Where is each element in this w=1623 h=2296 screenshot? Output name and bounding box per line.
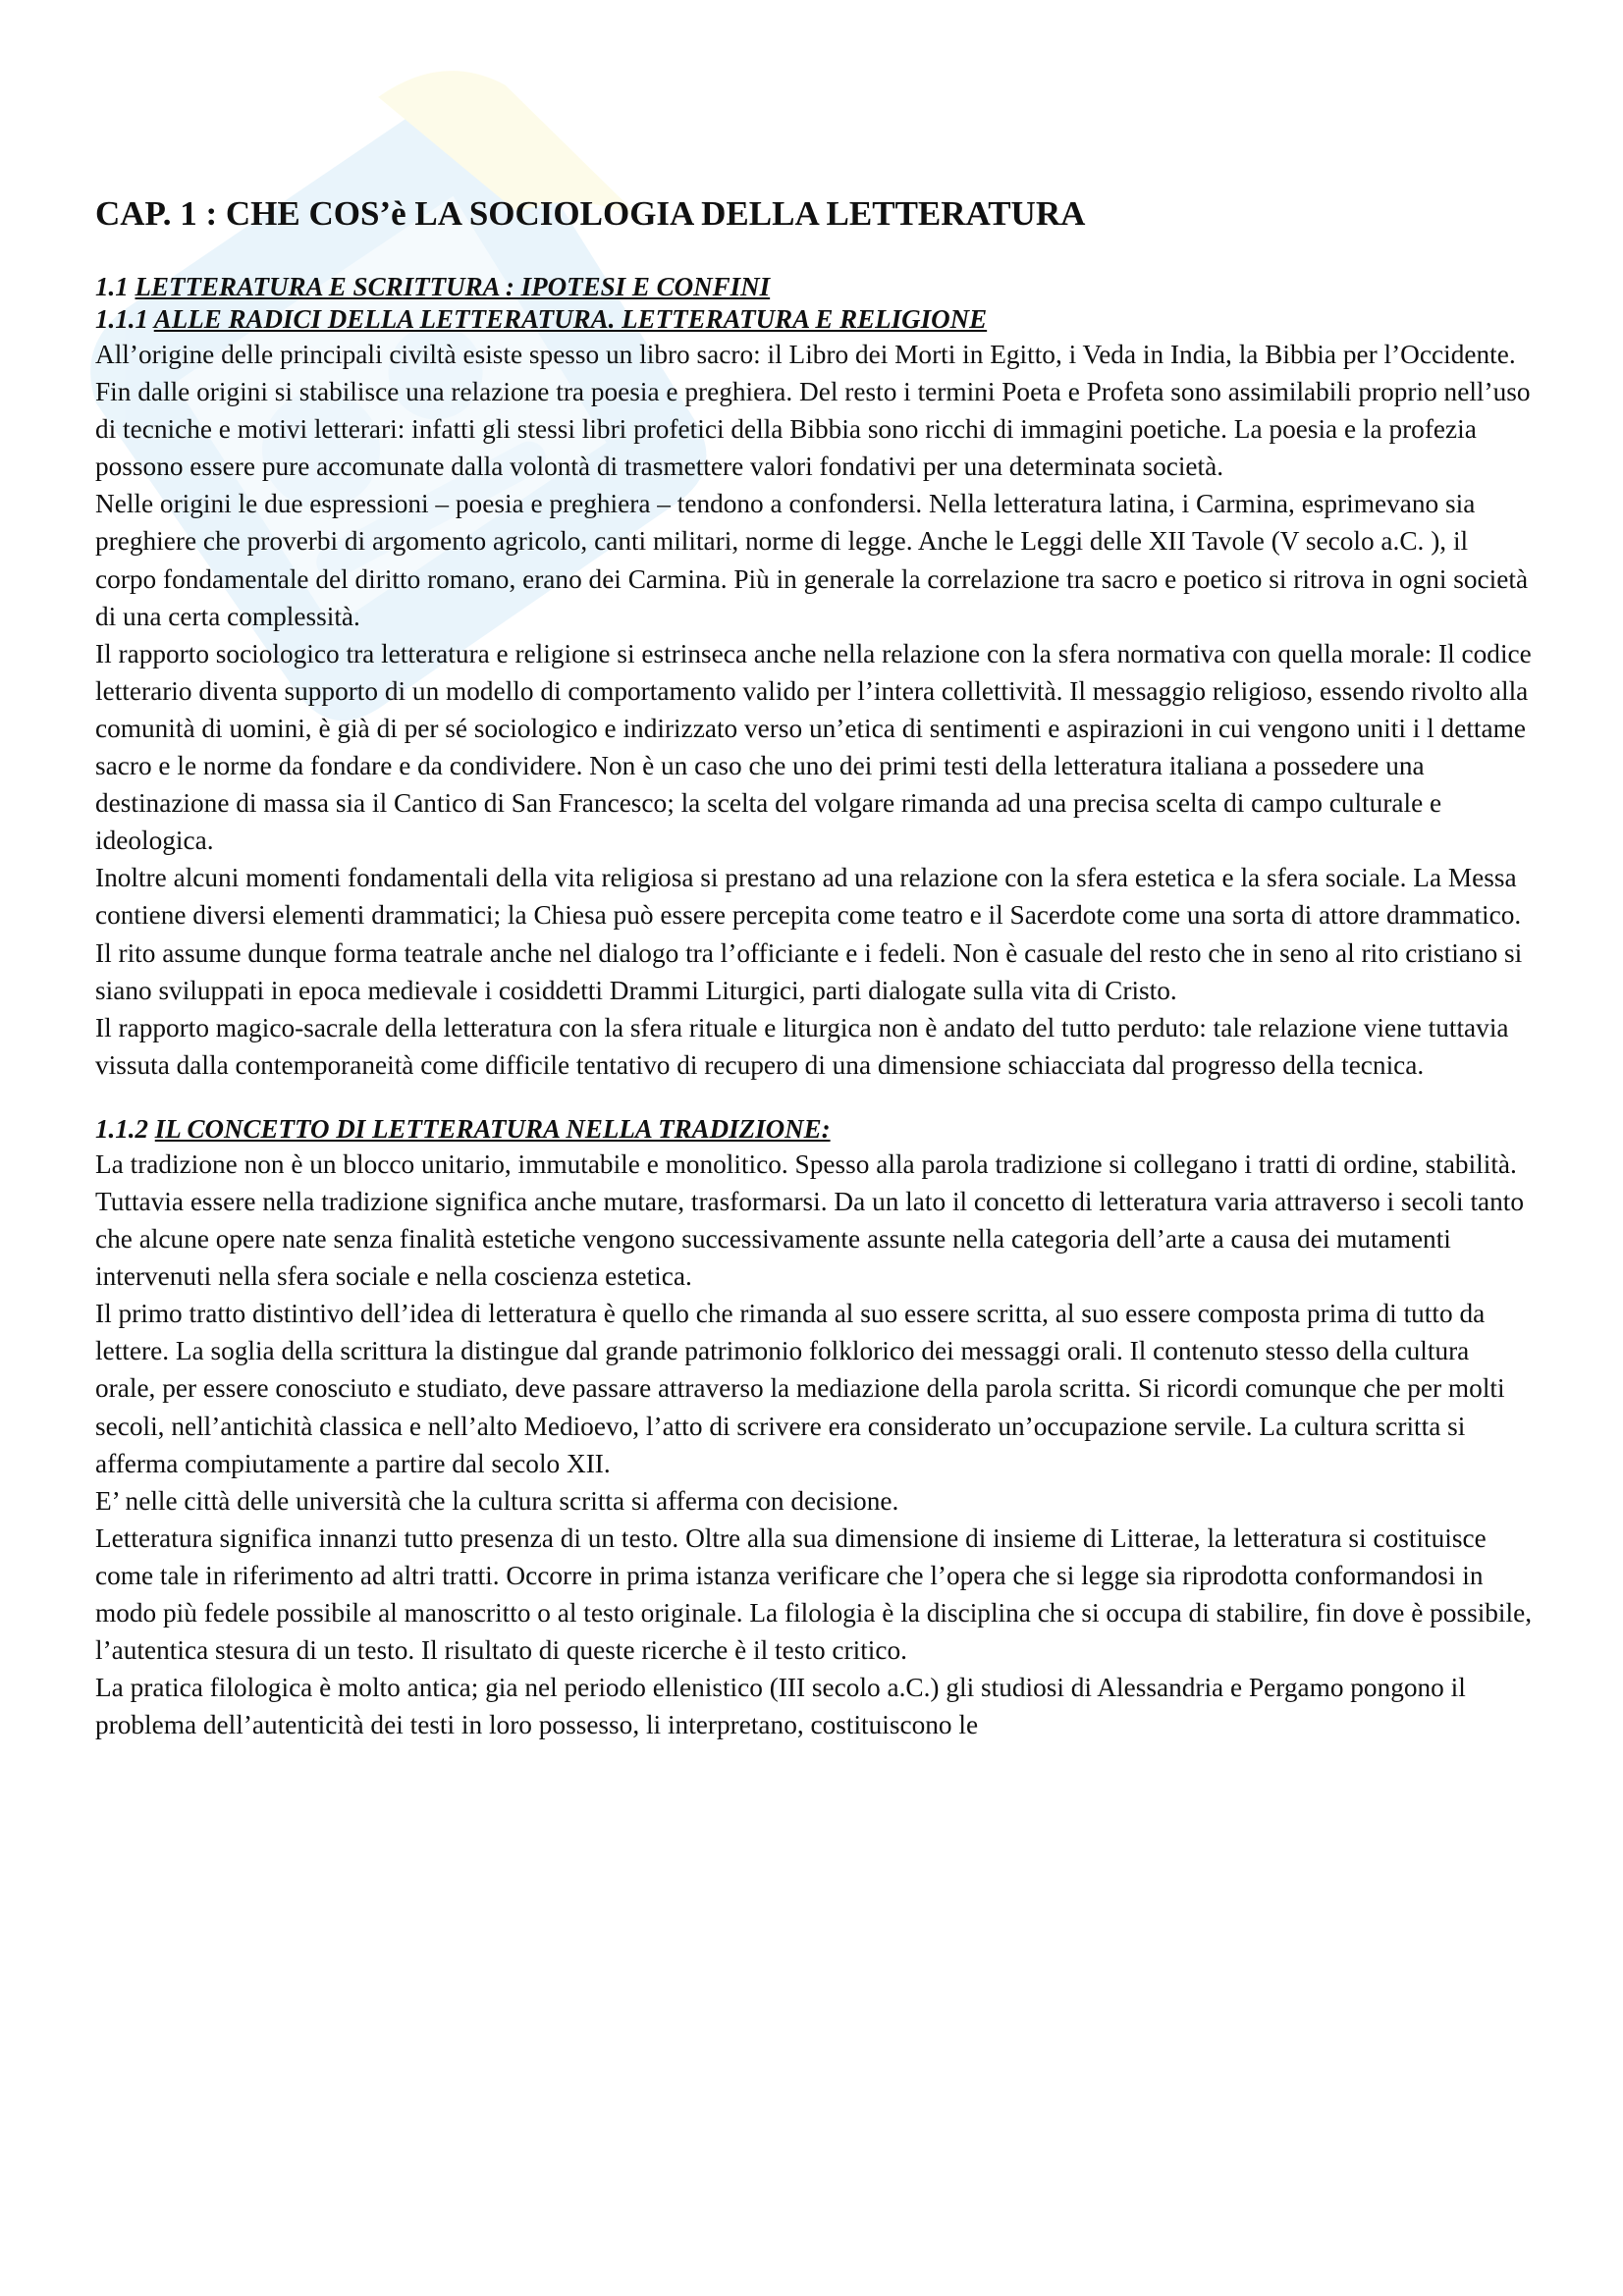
section-number: 1.1: [95, 272, 129, 301]
paragraph: Inoltre alcuni momenti fondamentali della vita religiosa si prestano ad una relazione con la sfera estetica e la sfera sociale. La Messa contiene diversi elementi drammatici; la Chiesa può essere percepita come teatro e il Sacerdote come una sorta di attore drammatico. Il rito assume dunque forma teatrale anche nel dialogo tra l’officiante e i fedeli. Non è casuale del resto che in seno al rito cristiano si siano sviluppati in epoca medievale i cosiddetti Drammi Liturgici, parti dialogate sulla vita di Cristo.: [95, 863, 1523, 1005]
section-heading-1-1: [95, 271, 1535, 303]
section-number: 1.1.1: [95, 304, 148, 334]
section-title: IL CONCETTO DI LETTERATURA NELLA TRADIZIONE:: [154, 1113, 831, 1144]
paragraph: Nelle origini le due espressioni – poesia e preghiera – tendono a confondersi. Nella letteratura latina, i Carmina, esprimevano sia preghiere che proverbi di argomento agricolo, canti militari, norme di legge. Anche le Leggi delle XII Tavole (V secolo a.C. ), il corpo fondamentale del diritto romano, erano dei Carmina. Più in generale la correlazione tra sacro e poetico si ritrova in ogni società di una certa complessità.: [95, 489, 1529, 631]
section-heading-1-1-2: [95, 1113, 1535, 1146]
paragraph: Il rapporto magico-sacrale della letteratura con la sfera rituale e liturgica non è andato del tutto perduto: tale relazione viene tuttavia vissuta dalla contemporaneità come difficile tentativo di recupero di una dimensione schiacciata dal progresso della tecnica.: [95, 1012, 1509, 1080]
paragraph: All’origine delle principali civiltà esiste spesso un libro sacro: il Libro dei Morti in Egitto, i Veda in India, la Bibbia per l’Occidente. Fin dalle origini si stabilisce una relazione tra poesia e preghiera. Del resto i termini Poeta e Profeta sono assimilabili proprio nell’uso di tecniche e motivi letterari: infatti gli stessi libri profetici della Bibbia sono ricchi di immagini poetiche. La poesia e la profezia possono essere pure accomunate dalla volontà di trasmettere valori fondativi per una determinata società.: [95, 340, 1531, 482]
chapter-title: CAP. 1 : CHE COS’è LA SOCIOLOGIA DELLA LETTERATURA: [95, 194, 1086, 233]
paragraph: Letteratura significa innanzi tutto presenza di un testo. Oltre alla sua dimensione di insieme di Litterae, la letteratura si costituisce come tale in riferimento ad altri tratti. Occorre in prima istanza verificare che l’opera che si legge sia riprodotta conformandosi in modo più fedele possibile al manoscritto o al testo originale. La filologia è la disciplina che si occupa di stabilire, fin dove è possibile, l’autentica stesura di un testo. Il risultato di queste ricerche è il testo critico.: [95, 1522, 1533, 1666]
section-number: 1.1.2: [95, 1113, 148, 1144]
document-page: [95, 192, 1535, 1743]
paragraph: E’ nelle città delle università che la cultura scritta si afferma con decisione.: [95, 1485, 899, 1516]
paragraph: Il rapporto sociologico tra letteratura e religione si estrinseca anche nella relazione con la sfera normativa con quella morale: Il codice letterario diventa supporto di un modello di comportamento valido per l’intera collettività. Il messaggio religioso, essendo rivolto alla comunità di uomini, è già di per sé sociologico e indirizzato verso un’etica di sentimenti e aspirazioni in cui vengono uniti i l dettame sacro e le norme da fondare e da condividere. Non è un caso che uno dei primi testi della letteratura italiana a possedere una destinazione di massa sia il Cantico di San Francesco; la scelta del volgare rimanda ad una precisa scelta di campo culturale e ideologica.: [95, 638, 1532, 856]
paragraph: La tradizione non è un blocco unitario, immutabile e monolitico. Spesso alla parola tradizione si collegano i tratti di ordine, stabilità. Tuttavia essere nella tradizione significa anche mutare, trasformarsi. Da un lato il concetto di letteratura varia attraverso i secoli tanto che alcune opere nate senza finalità estetiche vengono successivamente assunte nella categoria dell’arte a causa dei mutamenti intervenuti nella sfera sociale e nella coscienza estetica.: [95, 1148, 1525, 1292]
paragraph: La pratica filologica è molto antica; gia nel periodo ellenistico (III secolo a.C.) gli studiosi di Alessandria e Pergamo pongono il problema dell’autenticità dei testi in loro possesso, li interpretano, costituiscono le: [95, 1673, 1466, 1740]
section-title: ALLE RADICI DELLA LETTERATURA. LETTERATURA E RELIGIONE: [153, 304, 988, 334]
section-heading-1-1-1: [95, 303, 1535, 336]
section-title: LETTERATURA E SCRITTURA : IPOTESI E CONFINI: [135, 272, 771, 301]
paragraph: Il primo tratto distintivo dell’idea di letteratura è quello che rimanda al suo essere scritta, al suo essere composta prima di tutto da lettere. La soglia della scrittura la distingue dal grande patrimonio folklorico dei messaggi orali. Il contenuto stesso della cultura orale, per essere conosciuto e studiato, deve passare attraverso la mediazione della parola scritta. Si ricordi comunque che per molti secoli, nell’antichità classica e nell’alto Medioevo, l’atto di scrivere era considerato un’occupazione servile. La cultura scritta si afferma compiutamente a partire dal secolo XII.: [95, 1299, 1505, 1478]
